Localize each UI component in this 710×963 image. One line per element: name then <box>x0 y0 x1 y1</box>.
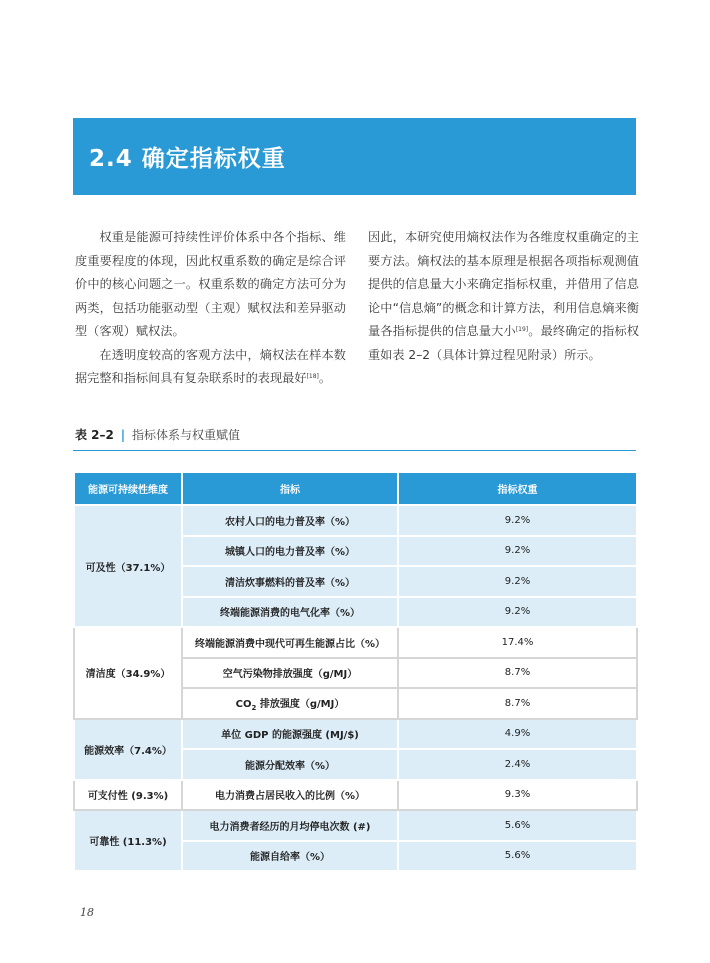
body-column-left <box>75 226 346 391</box>
header-dimension: 能源可持续性维度 <box>74 472 182 505</box>
citation-ref: [19] <box>515 326 529 333</box>
caption-separator: | <box>120 428 126 442</box>
paragraph: 权重是能源可持续性评价体系中各个指标、维度重要程度的体现，因此权重系数的确定是综合评价中的核心问题之一。权重系数的确定方法可分为两类，包括功能驱动型（主观）赋权法和差异驱动型（客观）赋权法。 <box>75 230 346 338</box>
table-row <box>74 810 637 841</box>
indicator-cell: 清洁炊事燃料的普及率（%） <box>182 566 398 597</box>
paragraph-text: 在透明度较高的客观方法中，熵权法在样本数据完整和指标间具有复杂联系时的表现最好 <box>75 347 346 385</box>
paragraph-end: 。 <box>318 371 332 385</box>
header-weight: 指标权重 <box>398 472 637 505</box>
weight-cell: 5.6% <box>398 841 637 872</box>
indicator-weight-table <box>73 471 638 872</box>
weight-cell: 2.4% <box>398 749 637 780</box>
indicator-cell: 能源分配效率（%） <box>182 749 398 780</box>
paragraph <box>75 344 346 391</box>
section-banner <box>73 118 636 195</box>
table-row <box>74 505 637 536</box>
table-row <box>74 719 637 750</box>
indicator-cell: 农村人口的电力普及率（%） <box>182 505 398 536</box>
weight-cell: 9.2% <box>398 536 637 567</box>
table-header-row <box>74 472 637 505</box>
paragraph-text: 因此，本研究使用熵权法作为各维度权重确定的主要方法。熵权法的基本原理是根据各项指标观测值提供的信息量大小来确定指标权重，并借用了信息论中“信息熵”的概念和计算方法，利用信息熵来衡量各指标提供的信息量大小 <box>368 230 639 338</box>
indicator-cell <box>182 688 398 719</box>
table-caption <box>75 426 240 443</box>
weight-cell: 4.9% <box>398 719 637 750</box>
weight-cell: 8.7% <box>398 688 637 719</box>
header-indicator: 指标 <box>182 472 398 505</box>
indicator-cell: 能源自给率（%） <box>182 841 398 872</box>
dimension-cell: 可支付性 (9.3%) <box>74 780 182 811</box>
weight-cell: 9.3% <box>398 780 637 811</box>
body-column-right <box>368 226 639 367</box>
weight-cell: 17.4% <box>398 627 637 658</box>
section-title: 2.4 确定指标权重 <box>89 146 286 172</box>
weight-cell: 9.2% <box>398 566 637 597</box>
page-number: 18 <box>80 906 94 919</box>
table-number: 表 2–2 <box>75 428 114 442</box>
weight-cell: 8.7% <box>398 658 637 689</box>
indicator-cell: 单位 GDP 的能源强度 (MJ/$) <box>182 719 398 750</box>
weight-cell: 5.6% <box>398 810 637 841</box>
indicator-suffix: 排放强度（g/MJ） <box>256 698 345 710</box>
indicator-subscript: 2 <box>251 703 257 712</box>
indicator-cell: 终端能源消费中现代可再生能源占比（%） <box>182 627 398 658</box>
indicator-cell: 电力消费占居民收入的比例（%） <box>182 780 398 811</box>
dimension-cell: 可及性（37.1%） <box>74 505 182 627</box>
table-row <box>74 627 637 658</box>
citation-ref: [18] <box>306 373 319 380</box>
table-title: 指标体系与权重赋值 <box>131 428 240 442</box>
dimension-cell: 清洁度（34.9%） <box>74 627 182 719</box>
weight-cell: 9.2% <box>398 597 637 628</box>
caption-rule <box>73 450 636 451</box>
indicator-cell: 电力消费者经历的月均停电次数 (#) <box>182 810 398 841</box>
indicator-cell: 终端能源消费的电气化率（%） <box>182 597 398 628</box>
indicator-cell: 空气污染物排放强度（g/MJ） <box>182 658 398 689</box>
indicator-prefix: CO <box>235 698 252 710</box>
dimension-cell: 可靠性 (11.3%) <box>74 810 182 871</box>
paragraph <box>368 226 639 367</box>
table-row <box>74 780 637 811</box>
paragraph-text: 。最终确定的指标权重如表 2–2（具体计算过程见附录）所示。 <box>368 324 639 362</box>
weight-cell: 9.2% <box>398 505 637 536</box>
dimension-cell: 能源效率（7.4%） <box>74 719 182 780</box>
indicator-cell: 城镇人口的电力普及率（%） <box>182 536 398 567</box>
